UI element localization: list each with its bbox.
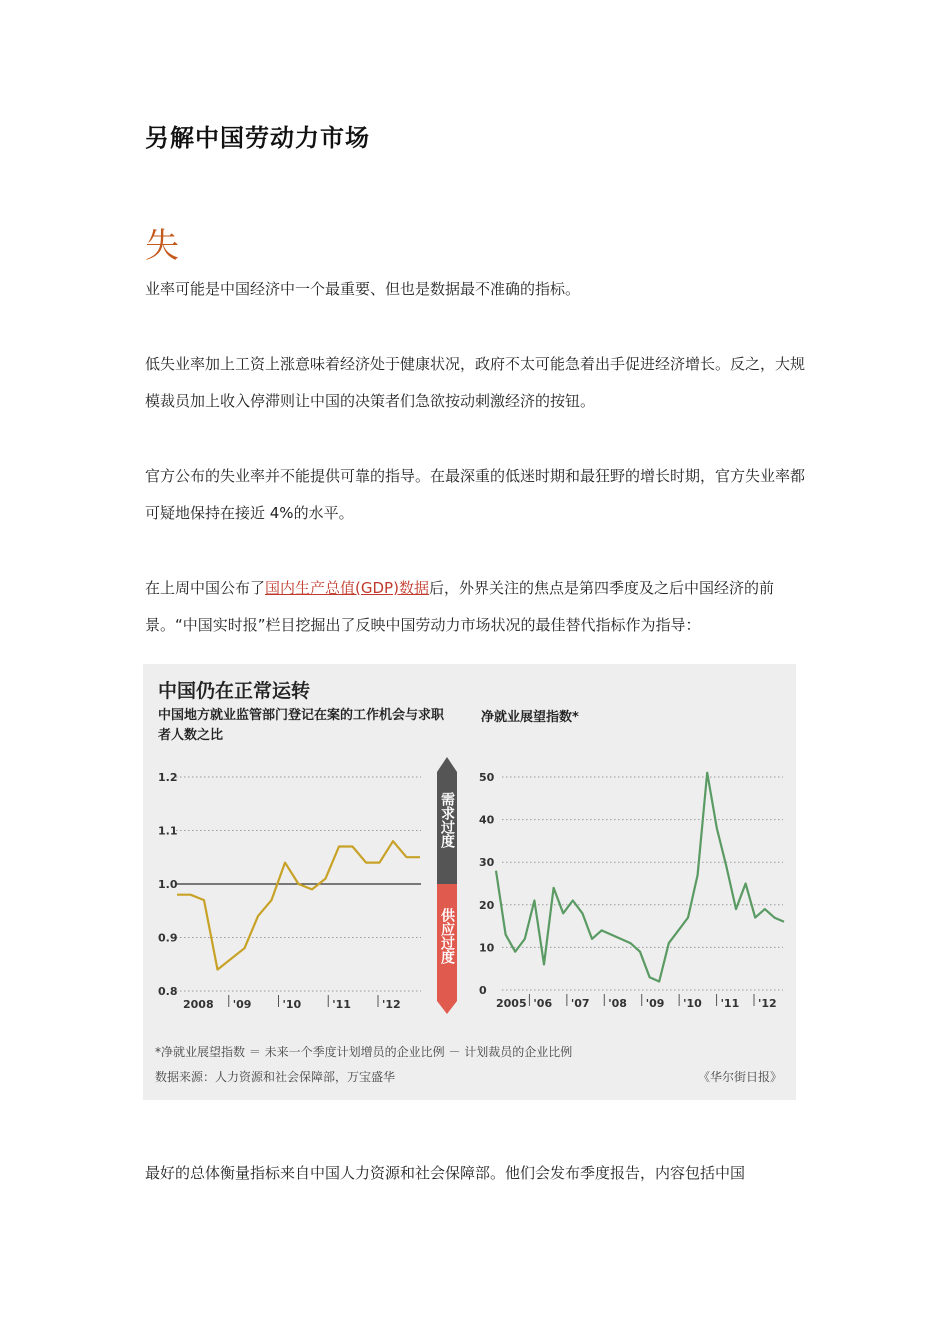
ratio-chart-y-tick-label: 1.1 bbox=[158, 824, 178, 838]
ratio-chart-x-tick-label: '10 bbox=[282, 998, 302, 1011]
outlook-chart-x-tick-label: '09 bbox=[645, 997, 665, 1010]
figure-title: 中国仍在正常运转 bbox=[158, 680, 311, 702]
outlook-chart-x-tick-label: '12 bbox=[758, 997, 777, 1010]
outlook-chart-y-tick-label: 0 bbox=[479, 984, 487, 997]
ratio-chart-x-tick-label: '11 bbox=[332, 998, 351, 1011]
outlook-chart-x-tick-label: '10 bbox=[683, 997, 702, 1010]
excess-supply-label: 供应过度 bbox=[439, 908, 455, 964]
chart-figure bbox=[143, 664, 796, 1100]
paragraph-1: 业率可能是中国经济中一个最重要、但也是数据最不准确的指标。 bbox=[145, 280, 581, 298]
drop-cap: 失 bbox=[145, 226, 179, 266]
paragraph-4-text-b: 后，外界关注的焦点是第四季度及之后中国经济的前景。“中国实时报”栏目挖掘出了反映中国劳动力市场状况的最佳替代指标作为指导： bbox=[145, 579, 774, 634]
gdp-data-link[interactable]: 国内生产总值(GDP)数据 bbox=[265, 579, 429, 597]
outlook-chart-y-tick-label: 10 bbox=[479, 941, 495, 955]
ratio-chart-x-tick-label: '12 bbox=[382, 998, 401, 1011]
right-chart-subtitle: 净就业展望指数* bbox=[481, 710, 579, 725]
outlook-chart-x-tick-label: '11 bbox=[720, 997, 740, 1010]
outlook-chart-y-tick-label: 50 bbox=[479, 771, 495, 784]
figure-footnote: *净就业展望指数 ＝ 未来一个季度计划增员的企业比例 － 计划裁员的企业比例 bbox=[155, 1045, 573, 1059]
ratio-chart-y-tick-label: 1.2 bbox=[158, 771, 178, 784]
outlook-chart-x-tick-label: 2005 bbox=[496, 997, 527, 1010]
outlook-chart-y-tick-label: 20 bbox=[479, 898, 495, 912]
excess-demand-label: 需求过度 bbox=[439, 792, 455, 848]
outlook-chart-y-tick-label: 40 bbox=[479, 813, 495, 827]
ratio-chart-y-tick-label: 1.0 bbox=[158, 878, 178, 891]
paragraph-4-text-a: 在上周中国公布了 bbox=[145, 579, 266, 597]
ratio-chart-x-tick-label: 2008 bbox=[183, 998, 214, 1011]
figure-source: 数据来源：人力资源和社会保障部，万宝盛华 bbox=[155, 1070, 396, 1084]
paragraph-4 bbox=[145, 570, 810, 644]
article-title: 另解中国劳动力市场 bbox=[145, 124, 370, 152]
ratio-chart-series-line bbox=[177, 841, 420, 969]
paragraph-2: 低失业率加上工资上涨意味着经济处于健康状况，政府不太可能急着出手促进经济增长。反之，大规模裁员加上收入停滞则让中国的决策者们急欲按动刺激经济的按钮。 bbox=[145, 355, 806, 410]
outlook-chart-x-tick-label: '06 bbox=[533, 997, 553, 1010]
left-chart-subtitle: 中国地方就业监管部门登记在案的工作机会与求职者人数之比 bbox=[158, 708, 445, 743]
outlook-chart-x-tick-label: '07 bbox=[570, 997, 590, 1010]
ratio-chart-y-tick-label: 0.8 bbox=[158, 985, 178, 998]
outlook-chart-x-tick-label: '08 bbox=[608, 997, 627, 1010]
ratio-chart-x-tick-label: '09 bbox=[232, 998, 252, 1011]
ratio-chart-y-tick-label: 0.9 bbox=[158, 931, 178, 945]
outlook-chart-y-tick-label: 30 bbox=[479, 856, 495, 870]
outlook-chart-series-line bbox=[496, 773, 784, 982]
paragraph-3: 官方公布的失业率并不能提供可靠的指导。在最深重的低迷时期和最狂野的增长时期，官方失业率都可疑地保持在接近 4%的水平。 bbox=[145, 467, 806, 522]
figure-credit: 《华尔街日报》 bbox=[697, 1070, 782, 1084]
paragraph-5: 最好的总体衡量指标来自中国人力资源和社会保障部。他们会发布季度报告，内容包括中国 bbox=[145, 1164, 746, 1182]
